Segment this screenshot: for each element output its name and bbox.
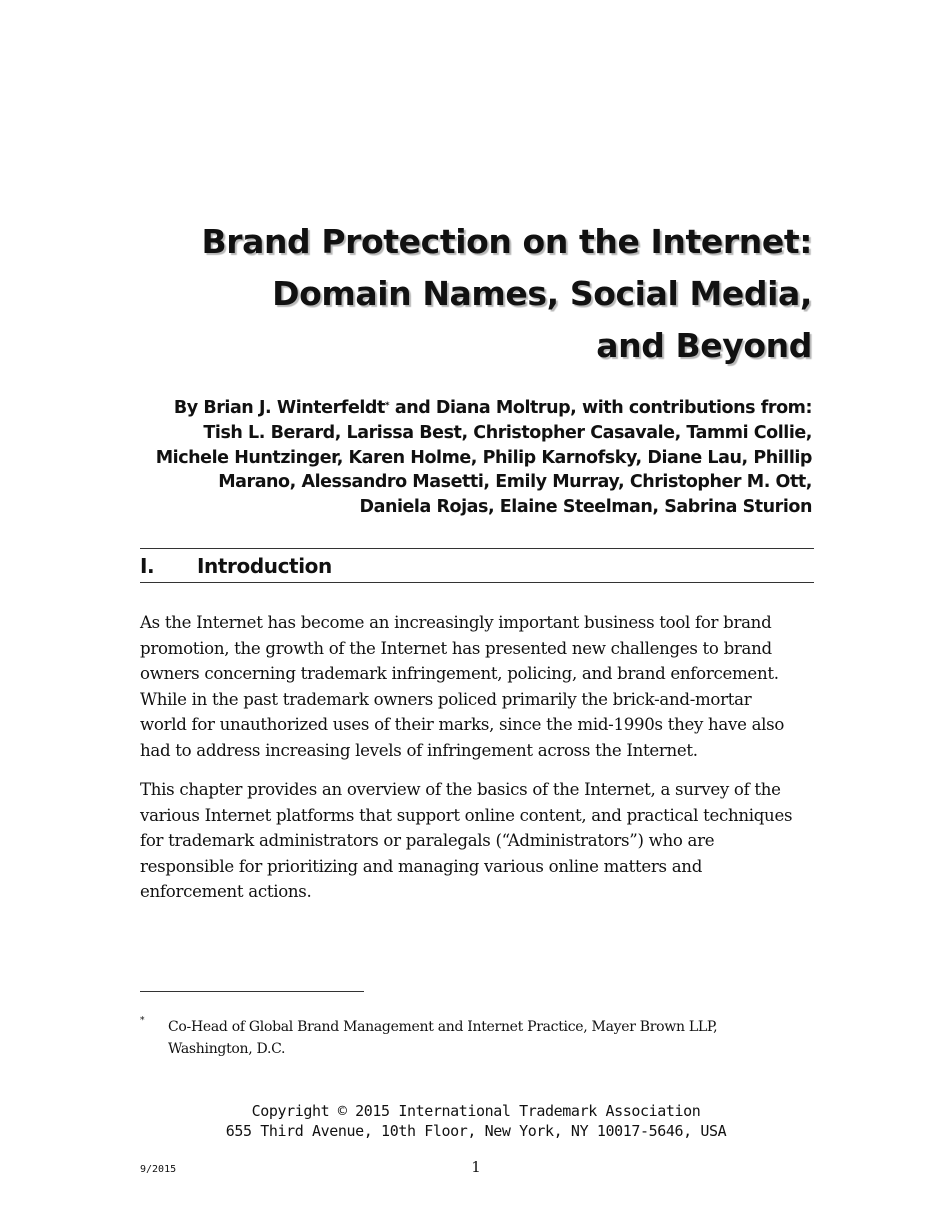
byline-line: Marano, Alessandro Masetti, Emily Murray, Christopher M. Ott,	[218, 472, 812, 493]
byline-line: Michele Huntzinger, Karen Holme, Philip Karnofsky, Diane Lau, Phillip	[155, 447, 812, 468]
byline-continuation: and Diana Moltrup, with contributions from:	[389, 398, 812, 418]
body-paragraph	[140, 777, 820, 905]
copyright-line: Copyright © 2015 International Trademark Association	[251, 1102, 701, 1120]
date-code: 9/2015	[140, 1164, 177, 1175]
paragraph-line: promotion, the growth of the Internet has presented new challenges to brand	[140, 638, 772, 658]
byline-line: Daniela Rojas, Elaine Steelman, Sabrina Sturion	[359, 497, 812, 518]
paragraph-line: world for unauthorized uses of their marks, since the mid-1990s they have also	[140, 715, 785, 734]
byline-lead: By Brian J. Winterfeldt	[173, 398, 385, 418]
footnote-line: Washington, D.C.	[168, 1041, 286, 1057]
footnote-marker: *	[140, 1016, 145, 1026]
paragraph-line: for trademark administrators or paralegals (“Administrators”) who are	[140, 831, 715, 850]
paragraph-line: owners concerning trademark infringement, policing, and brand enforcement.	[140, 664, 779, 683]
paragraph-line: enforcement actions.	[140, 882, 312, 901]
paragraph-line: This chapter provides an overview of the basics of the Internet, a survey of the	[140, 780, 781, 799]
copyright-notice	[0, 1101, 952, 1141]
title-line: Brand Protection on the Internet:	[201, 222, 812, 261]
section-heading	[140, 548, 814, 583]
byline-line: Tish L. Berard, Larissa Best, Christopher Casavale, Tammi Collie,	[203, 422, 812, 443]
footnote-divider	[140, 991, 364, 992]
author-byline	[140, 396, 812, 520]
page-number: 1	[471, 1158, 481, 1176]
paragraph-line: responsible for prioritizing and managing various online matters and	[140, 856, 703, 876]
title-line: and Beyond	[596, 326, 812, 365]
paragraph-line: As the Internet has become an increasingly important business tool for brand	[140, 613, 772, 632]
footnote	[168, 1016, 717, 1060]
paragraph-line: While in the past trademark owners policed primarily the brick-and-mortar	[140, 689, 752, 709]
byline-line	[140, 396, 812, 421]
document-title	[140, 216, 812, 372]
footnote-line: Co-Head of Global Brand Management and Internet Practice, Mayer Brown LLP,	[168, 1019, 718, 1035]
footnote-reference: *	[384, 401, 390, 411]
paragraph-line: various Internet platforms that support online content, and practical techniques	[140, 805, 793, 825]
address-line: 655 Third Avenue, 10th Floor, New York, NY 10017-5646, USA	[225, 1122, 727, 1140]
paragraph-line: had to address increasing levels of infringement across the Internet.	[140, 740, 698, 760]
title-line: Domain Names, Social Media,	[272, 274, 812, 313]
section-title: Introduction	[197, 554, 332, 578]
section-number: I.	[140, 554, 155, 578]
body-paragraph	[140, 610, 820, 763]
